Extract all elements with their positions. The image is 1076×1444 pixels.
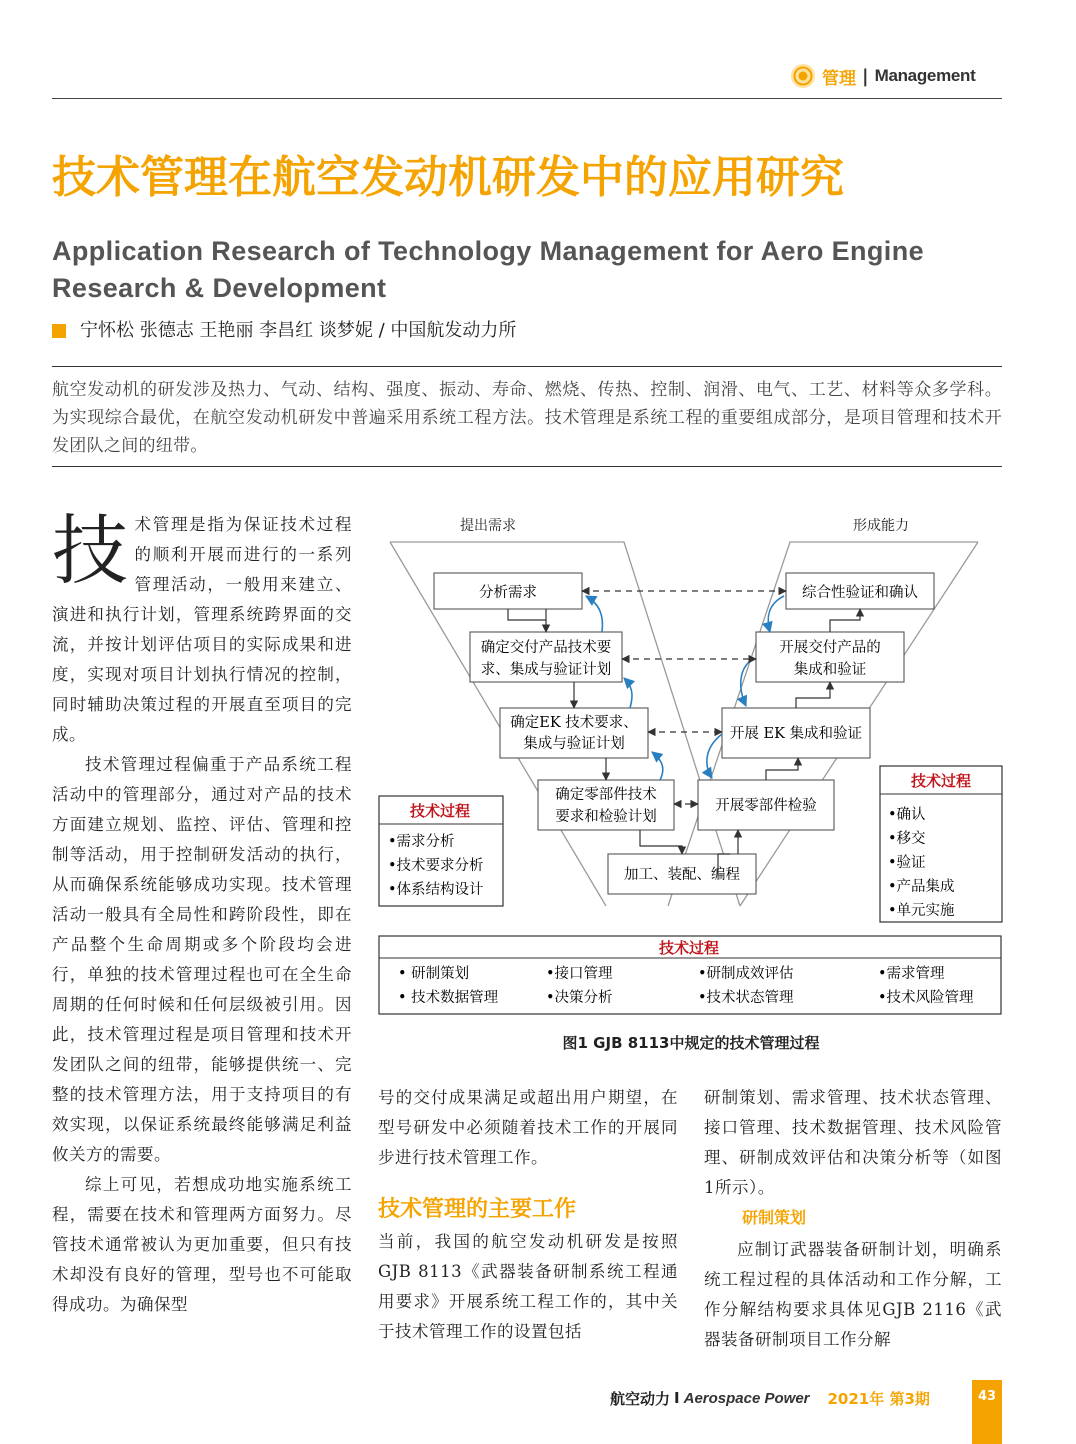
bottom-panel-item: • 研制策划 [398,966,470,982]
bottom-panel-item: •需求管理 [878,966,945,982]
text-deliverable-req-l1: 确定交付产品技术要 [480,640,612,656]
text-part-inspection: 开展零部件检验 [715,798,817,814]
right-panel-item: •验证 [888,855,926,871]
figure-v-model-diagram [378,508,1004,1028]
journal-name-en: Aerospace Power [683,1389,810,1407]
page-number: 43 [972,1380,1002,1444]
right-panel-title: 技术过程 [910,772,972,790]
text-manufacture: 加工、装配、编程 [624,867,740,883]
left-panel-item: •需求分析 [388,834,455,850]
body-column-1 [52,506,352,1320]
text-analyze-requirements: 分析需求 [479,585,537,601]
right-panel-item: •移交 [888,831,926,847]
page-footer [610,1384,930,1412]
label-propose-requirement: 提出需求 [460,518,516,534]
figure-caption: 图1 GJB 8113中规定的技术管理过程 [562,1034,820,1052]
drop-cap: 技 [52,506,129,595]
text-part-req-l1: 确定零部件技术 [555,787,657,803]
bottom-technical-process-panel [379,936,1001,1014]
text-ek-req-l2: 集成与验证计划 [523,736,625,752]
article-title-cn: 技术管理在航空发动机研发中的应用研究 [52,152,844,203]
header-rule [52,98,1002,99]
bottom-panel-item: •研制成效评估 [698,966,794,982]
author-marker [52,324,66,338]
bottom-panel-item: • 技术数据管理 [398,990,499,1006]
paragraph: 综上可见，若想成功地实施系统工程，需要在技术和管理两方面努力。尽管技术通常被认为更加重要，但只有技术却没有良好的管理，型号也不可能取得成功。为确保型 [52,1175,352,1314]
section-name-en: Management [874,66,976,85]
journal-separator: I [674,1389,680,1407]
paragraph: 技术管理过程偏重于产品系统工程活动中的管理部分，通过对产品的技术方面建立规划、监控、评估、管理和控制等活动，用于控制研发活动的执行，从而确保系统能够成功实现。技术管理活动一般具有全局性和跨阶段性，即在产品整个生命周期或多个阶段均会进行，单独的技术管理过程也可在全生命周期的任何时候和任何层级被引用。因此，技术管理过程是项目管理和技术开发团队之间的纽带，能够提供统一、完整的技术管理方法，用于支持项目的有效实现，以保证系统最终能够满足利益攸关方的需要。 [52,755,352,1164]
bottom-panel-item: •技术风险管理 [878,990,974,1006]
paragraph-text: 术管理是指为保证技术过程的顺利开展而进行的一系列管理活动，一般用来建立、演进和执行计划，管理系统跨界面的交流，并按计划评估项目的实际成果和进度，实现对项目计划执行情况的控制，同时辅助决策过程的开展直至项目的完成。 [52,515,352,744]
author-line [52,318,516,344]
paragraph [52,506,352,750]
section-name-cn: 管理 [822,68,856,89]
left-panel-item: •体系结构设计 [388,882,484,898]
left-panel-item: •技术要求分析 [388,858,484,874]
text-deliverable-int-l1: 开展交付产品的 [779,640,881,656]
paragraph: 当前，我国的航空发动机研发是按照GJB 8113《武器装备研制系统工程通用要求》开展系统工程工作的，其中关于技术管理工作的设置包括 [378,1232,678,1341]
bottom-panel-item: •接口管理 [546,966,613,982]
traceability-links [582,591,786,804]
label-form-capability: 形成能力 [853,518,909,534]
right-technical-process-panel [880,766,1002,922]
paragraph: 应制订武器装备研制计划，明确系统工程过程的具体活动和工作分解，工作分解结构要求具体见GJB 2116《武器装备研制项目工作分解 [704,1240,1002,1349]
abstract-bottom-rule [52,466,1002,467]
subsection-heading: 研制策划 [742,1208,807,1227]
body-column-2 [378,1083,678,1347]
abstract-top-rule [52,366,1002,367]
journal-issue: 2021年 第3期 [827,1389,930,1408]
body-column-3 [704,1083,1002,1355]
text-ek-integration: 开展 EK 集成和验证 [729,726,863,742]
text-deliverable-req-l2: 求、集成与验证计划 [480,662,612,678]
section-separator: | [862,65,869,87]
bottom-panel-title: 技术过程 [658,939,720,957]
article-title-en: Application Research of Technology Management for Aero Engine Research & Development [52,236,925,303]
right-panel-item: •确认 [888,807,926,823]
text-part-req-l2: 要求和检验计划 [555,809,657,825]
paragraph: 研制策划、需求管理、技术状态管理、接口管理、技术数据管理、技术风险管理、研制成效评估和决策分析等（如图1所示）。 [704,1088,1002,1197]
bottom-panel-item: •决策分析 [546,990,613,1006]
journal-name-cn: 航空动力 [610,1389,671,1408]
sun-icon [790,63,816,89]
paragraph: 号的交付成果满足或超出用户期望，在型号研发中必须随着技术工作的开展同步进行技术管理工作。 [378,1088,678,1167]
right-panel-item: •产品集成 [888,879,955,895]
section-badge [790,60,976,92]
text-validation-confirmation: 综合性验证和确认 [802,585,918,601]
abstract: 航空发动机的研发涉及热力、气动、结构、强度、振动、寿命、燃烧、传热、控制、润滑、电气、工艺、材料等众多学科。为实现综合最优，在航空发动机研发中普遍采用系统工程方法。技术管理是系统工程的重要组成部分，是项目管理和技术开发团队之间的纽带。 [52,380,1002,456]
author-names: 宁怀松 张德志 王艳丽 李昌红 谈梦妮 / 中国航发动力所 [80,320,517,341]
text-ek-req-l1: 确定EK 技术要求、 [510,715,638,731]
text-deliverable-int-l2: 集成和验证 [793,662,867,678]
left-panel-title: 技术过程 [409,802,471,820]
left-technical-process-panel [379,796,503,906]
right-panel-item: •单元实施 [888,903,955,919]
bottom-panel-item: •技术状态管理 [698,990,794,1006]
section-heading: 技术管理的主要工作 [378,1197,577,1222]
